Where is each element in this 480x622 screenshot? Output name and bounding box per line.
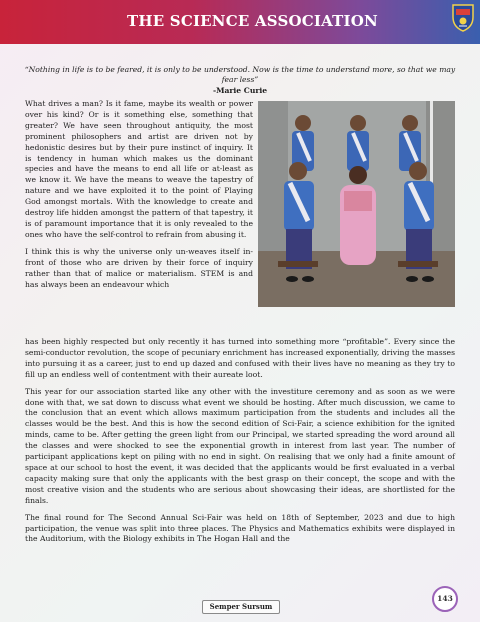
- paragraph-2-start: I think this is why the universe only un-weaves itself in-front of those who are driven by their force of inquiry rather than that of malice or materialism. STEM is and has always been an endeavour which: [25, 246, 253, 289]
- paragraph-4: The final round for The Second Annual Sci-Fair was held on 18th of September, 2023 and due to high participation, the venue was split into three places. The Physics and Mathematics exhibits were displayed in the Auditorium, with the Biology exhibits in The Hogan Hall and the: [25, 512, 455, 544]
- main-body-text: [25, 337, 455, 551]
- opening-quote: “Nothing in life is to be feared, it is only to be understood. Now is the time to understand more, so that we may fear less”: [24, 65, 456, 84]
- school-crest-icon: [450, 2, 476, 32]
- school-motto-label: Semper Sursum: [202, 600, 280, 614]
- paragraph-2-continued: has been highly respected but only recently it has turned into something more “profitable”. Every since the semi-conductor revolution, the scope of pecuniary enrichment has increased exponentially, driving the masses into pursuing it as a career, just to end up dazed and confused with their lives have no meaning as they try to fill up an endless well of contentment with their aureate loot.: [25, 337, 455, 379]
- intro-column: [25, 99, 253, 296]
- quote-author: -Marie Curie: [212, 86, 268, 95]
- paragraph-1: What drives a man? Is it fame, maybe its wealth or power over his kind? Or is it something else, something that greater? We have seen throughout antiquity, the most prominent philosophers and artist are driven not by hedonistic desires but by their pure instinct of inquiry. It is tendency in human which makes us the dominant species and have the means to end all life or at-least as we know it. We have the means to weave the tapestry of nature and we have exploited it to the point of Playing God amongst mortals. With the knowledge to create and destroy life hidden amongst the pattern of that tapestry, it is of paramount importance that it is only revealed to the ones who have the self-control to refrain from abusing it.: [25, 99, 253, 239]
- page-number-badge: 143: [432, 586, 458, 612]
- paragraph-3: This year for our association started like any other with the investiture ceremony and as soon as we were done with that, we sat down to discuss what event we should be hosting. After much discussion, we came to the conclusion that an event which allows maximum participation from the students and includes all the classes would be the best. And this is how the second edition of Sci-Fair, a science exhibition for the ignited minds, came to be. After getting the green light from our Principal, we started spreading the word around all the classes and were shocked to see the exponential growth in interest from last year. The number of participant applications kept on piling with no end in sight. On realising that we only had a finite amount of space at our school to host the event, it was decided that the applicants would be first evaluated in a verbal capacity making sure that only the applicants with the best grasp on their concept, the scope and with the most creative vision and the students who are serious about showcasing their ideas, are shortlisted for the finals.: [25, 386, 455, 505]
- page-title: THE SCIENCE ASSOCIATION: [127, 12, 378, 30]
- group-photo: [258, 101, 455, 307]
